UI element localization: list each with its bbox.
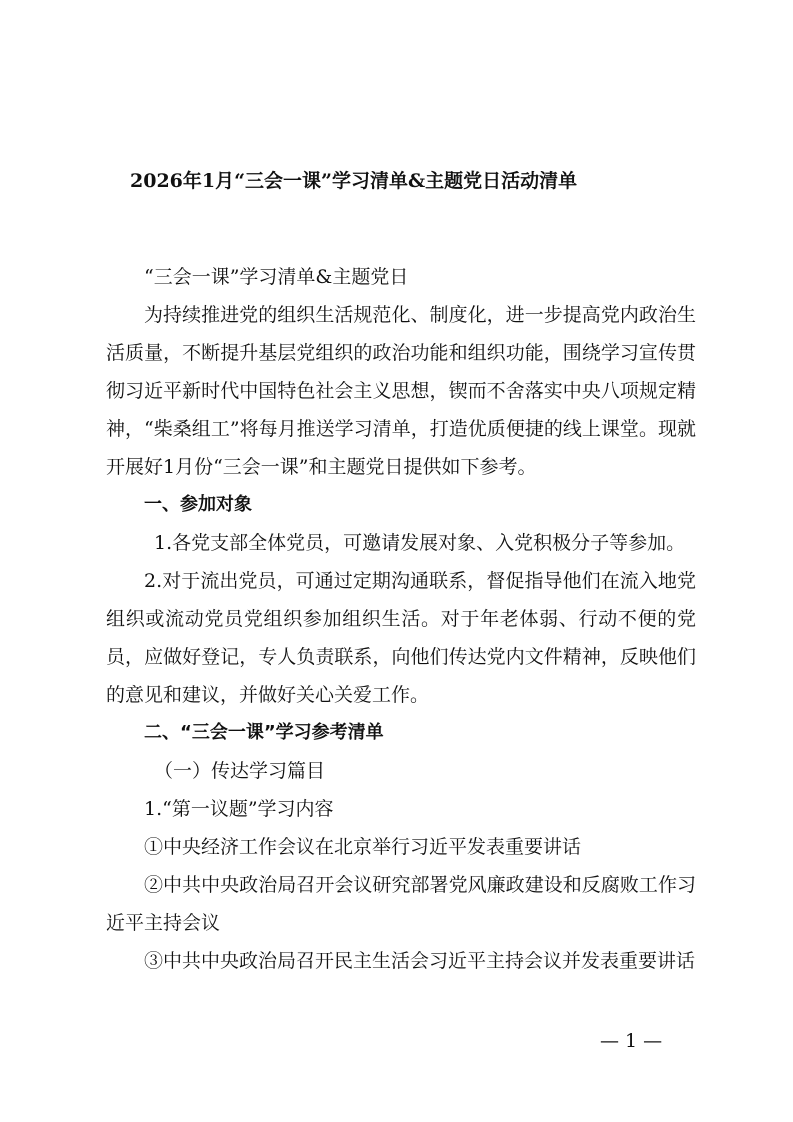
document-title: 2026年1月“三会一课”学习清单&主题党日活动清单 — [130, 170, 578, 192]
participants-item-1: 1.各党支部全体党员，可邀请发展对象、入党积极分子等参加。 — [154, 532, 686, 554]
section-heading-study-list: 二、“三会一课”学习参考清单 — [144, 722, 384, 743]
page-number: — 1 — — [600, 1030, 663, 1052]
reading-item-2: ②中共中央政治局召开会议研究部署党风廉政建设和反腐败工作习近平主持会议 — [106, 874, 696, 934]
subsection-heading-readings: （一）传达学习篇目 — [154, 760, 326, 782]
first-topic-label: 1.“第一议题”学习内容 — [144, 798, 334, 820]
reading-item-1: ①中央经济工作会议在北京举行习近平发表重要讲话 — [144, 836, 582, 858]
reading-item-3: ③中共中央政治局召开民主生活会习近平主持会议并发表重要讲话 — [144, 950, 696, 972]
document-body — [106, 258, 696, 980]
participants-item-2: 2.对于流出党员，可通过定期沟通联系，督促指导他们在流入地党组织或流动党员党组织参加组织生活。对于年老体弱、行动不便的党员，应做好登记，专人负责联系，向他们传达党内文件精神，反映他们的意见和建议，并做好关心关爱工作。 — [106, 570, 696, 706]
intro-paragraph: 为持续推进党的组织生活规范化、制度化，进一步提高党内政治生活质量，不断提升基层党组织的政治功能和组织功能，围绕学习宣传贯彻习近平新时代中国特色社会主义思想，锲而不舍落实中央八项规定精神，“柴桑组工”将每月推送学习清单，打造优质便捷的线上课堂。现就开展好1月份“三会一课”和主题党日提供如下参考。 — [106, 304, 696, 478]
section-heading-participants: 一、参加对象 — [144, 494, 252, 515]
document-subtitle: “三会一课”学习清单&主题党日 — [144, 266, 409, 288]
